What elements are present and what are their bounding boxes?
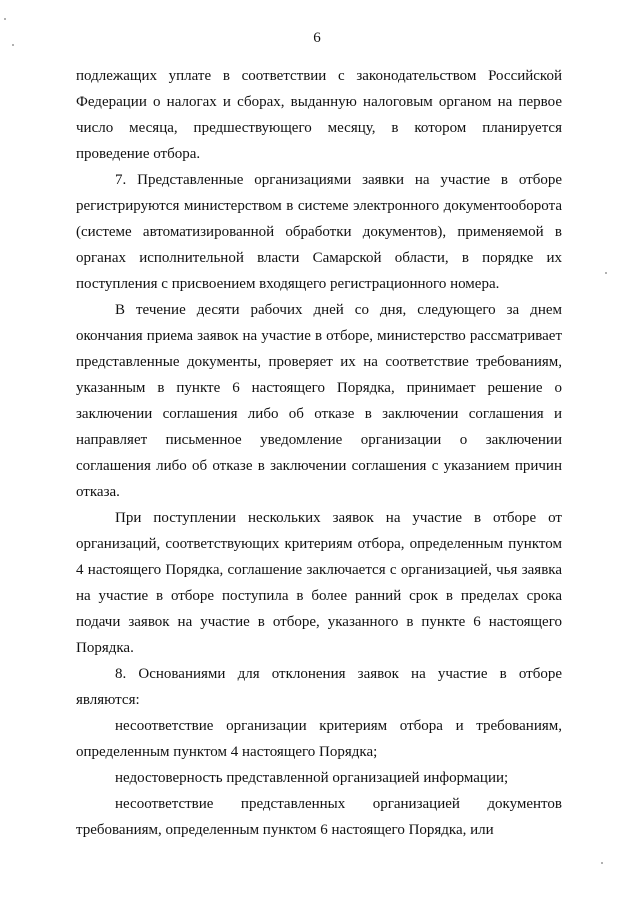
paragraph-multiple-applications: При поступлении нескольких заявок на участие в отборе от организаций, соответствующих критериям отбора, определенным пунктом 4 настоящего Порядка, соглашение заключается с организацией, чья заявка на участие в отборе поступила в более ранний срок в пределах срока подачи заявок на участие в отборе, указанного в пункте 6 настоящего Порядка. bbox=[76, 510, 562, 656]
paragraph-continuation: подлежащих уплате в соответствии с законодательством Российской Федерации о налогах и сборах, выданную налоговым органом на первое число месяца, предшествующего месяцу, в котором планируется проведение отбора. bbox=[76, 68, 562, 162]
scan-speck bbox=[12, 44, 14, 46]
page-number: 6 bbox=[313, 30, 321, 46]
paragraph-item-8: 8. Основаниями для отклонения заявок на участие в отборе являются: bbox=[76, 666, 562, 708]
document-body bbox=[76, 63, 562, 843]
scan-speck bbox=[605, 272, 607, 274]
scan-speck bbox=[4, 18, 6, 20]
list-item-unreliable-info: недостоверность представленной организацией информации; bbox=[115, 770, 509, 786]
scan-speck bbox=[601, 862, 603, 864]
list-item-document-mismatch: несоответствие представленных организацией документов требованиям, определенным пунктом 6 настоящего Порядка, или bbox=[76, 796, 562, 838]
list-item-criteria-mismatch: несоответствие организации критериям отбора и требованиям, определенным пунктом 4 настоящего Порядка; bbox=[76, 718, 562, 760]
paragraph-item-7: 7. Представленные организациями заявки на участие в отборе регистрируются министерством в системе электронного документооборота (системе автоматизированной обработки документов), применяемой в органах исполнительной власти Самарской области, в порядке их поступления с присвоением входящего регистрационного номера. bbox=[76, 172, 562, 292]
paragraph-review-period: В течение десяти рабочих дней со дня, следующего за днем окончания приема заявок на участие в отборе, министерство рассматривает представленные документы, проверяет их на соответствие требованиям, указанным в пункте 6 настоящего Порядка, принимает решение о заключении соглашения либо об отказе в заключении соглашения и направляет письменное уведомление организации о заключении соглашения либо об отказе в заключении соглашения с указанием причин отказа. bbox=[76, 302, 562, 500]
